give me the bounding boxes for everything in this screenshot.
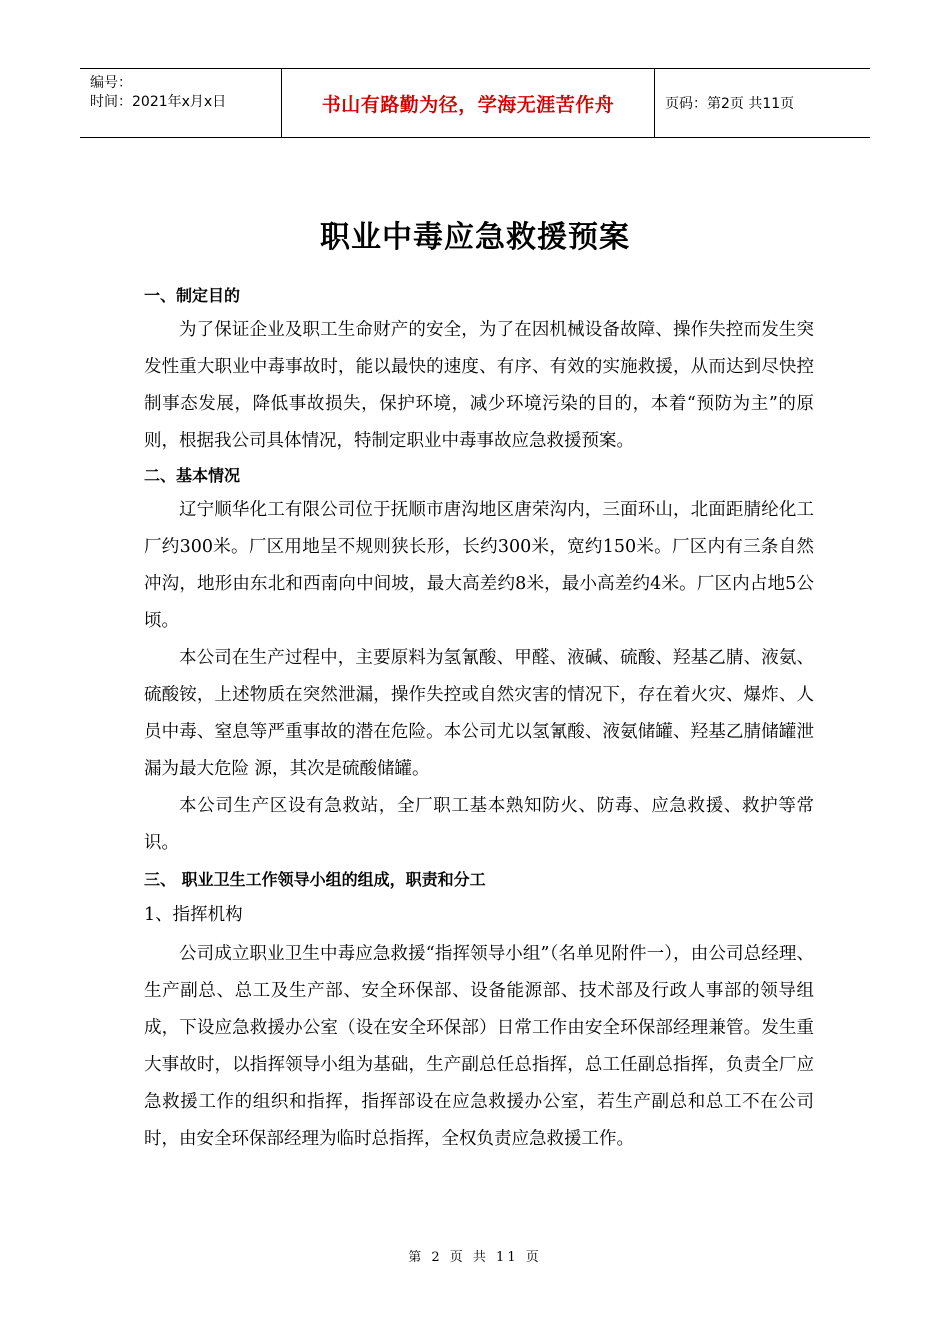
header-info-cell	[80, 69, 282, 137]
header-motto: 书山有路勤为径，学海无涯苦作舟	[321, 93, 615, 116]
paragraph-first-aid: 本公司生产区设有急救站，全厂职工基本熟知防火、防毒、应急救援、救护等常识。	[144, 796, 814, 853]
section-heading-organization: 三、 职业卫生工作领导小组的组成，职责和分工	[144, 870, 486, 889]
section-heading-purpose: 一、制定目的	[144, 286, 241, 305]
subheading-command: 1、指挥机构	[144, 905, 243, 925]
header-page-label: 页码：第2页 共11页	[665, 96, 795, 112]
document-time-label: 时间：2021年x月x日	[90, 94, 227, 110]
paragraph-hazards: 本公司在生产过程中，主要原料为氢氰酸、甲醛、液碱、硫酸、羟基乙腈、液氨、硫酸铵，上述物质在突然泄漏，操作失控或自然灾害的情况下，存在着火灾、爆炸、人员中毒、窒息等严重事故的潜在危险。本公司尤以氢氰酸、液氨储罐、羟基乙腈储罐泄漏为最大危险 源，其次是硫酸储罐。	[144, 648, 814, 779]
header-page-cell	[655, 69, 870, 137]
header-motto-cell	[282, 69, 655, 137]
page-footer: 第 2 页 共 11 页	[408, 1250, 542, 1265]
header-table	[80, 68, 870, 138]
document-body	[144, 284, 814, 1158]
paragraph-location: 辽宁顺华化工有限公司位于抚顺市唐沟地区唐荣沟内，三面环山，北面距腈纶化工厂约300米。厂区用地呈不规则狭长形，长约300米，宽约150米。厂区内有三条自然冲沟，地形由东北和西南向中间坡，最大高差约8米，最小高差约4米。厂区内占地5公顷。	[144, 500, 814, 631]
paragraph-command: 公司成立职业卫生中毒应急救援“指挥领导小组”（名单见附件一），由公司总经理、生产副总、总工及生产部、安全环保部、设备能源部、技术部及行政人事部的领导组成，下设应急救援办公室（设在安全环保部）日常工作由安全环保部经理兼管。发生重大事故时，以指挥领导小组为基础，生产副总任总指挥，总工任副总指挥，负责全厂应急救援工作的组织和指挥，指挥部设在应急救援办公室，若生产副总和总工不在公司时，由安全环保部经理为临时总指挥，全权负责应急救援工作。	[144, 944, 814, 1149]
paragraph-purpose: 为了保证企业及职工生命财产的安全，为了在因机械设备故障、操作失控而发生突发性重大职业中毒事故时，能以最快的速度、有序、有效的实施救援，从而达到尽快控制事态发展，降低事故损失，保护环境，减少环境污染的目的，本着“预防为主”的原则，根据我公司具体情况，特制定职业中毒事故应急救援预案。	[144, 320, 814, 451]
document-number-label: 编号：	[90, 75, 132, 91]
document-title: 职业中毒应急救援预案	[320, 220, 630, 255]
section-heading-basic-info: 二、基本情况	[144, 466, 241, 485]
